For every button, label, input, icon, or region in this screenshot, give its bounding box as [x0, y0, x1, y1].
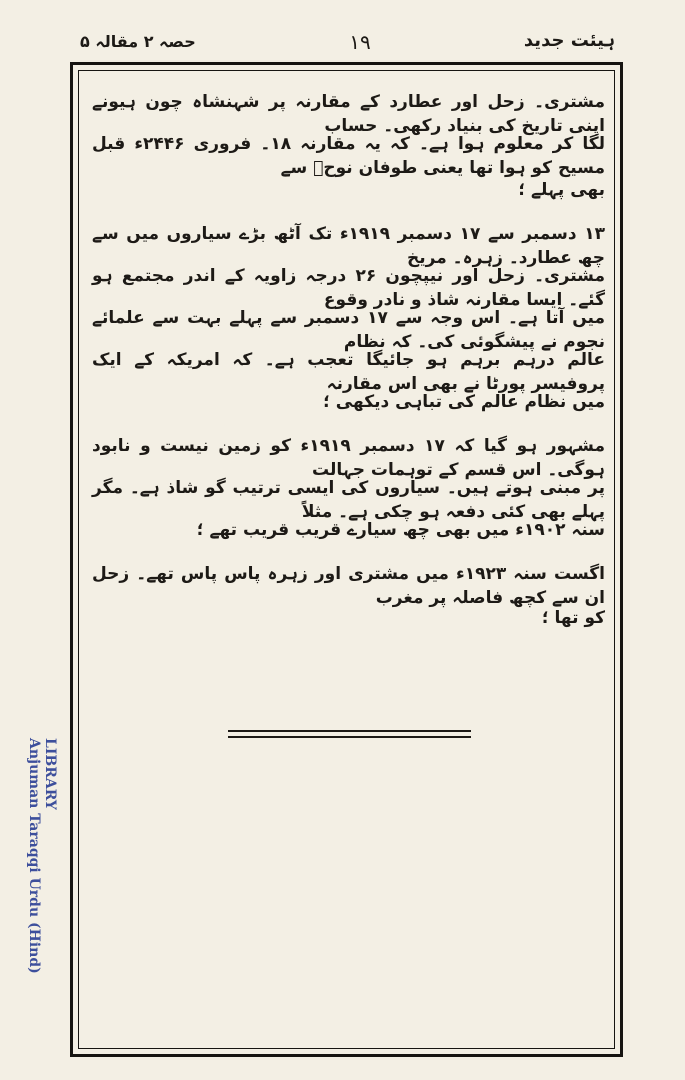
- text-line-4: ۱۳ دسمبر سے ۱۷ دسمبر ۱۹۱۹ء تک آٹھ بڑے سیاروں میں سے چھ عطارد۔ زہرہ۔ مریخ: [92, 224, 605, 268]
- text-line-2: لگا کر معلوم ہوا ہے۔ کہ یہ مقارنہ ۱۸۔ فروری ۲۴۴۶ء قبل مسیح کو ہوا تھا یعنی طوفان نوحؑ سے: [92, 134, 605, 178]
- stamp-library-text: LIBRARY: [42, 738, 58, 810]
- text-line-6: میں آتا ہے۔ اس وجہ سے ۱۷ دسمبر سے پہلے بہت سے علمائے نجوم نے پیشگوئی کی۔ کہ نظام: [92, 308, 605, 352]
- text-line-10: پر مبنی ہوتے ہیں۔ سیاروں کی ایسی ترتیب گو شاذ ہے۔ مگر پہلے بھی کئی دفعہ ہو چکی ہے۔ مثلاً: [92, 478, 605, 522]
- end-divider-bottom: [228, 736, 471, 738]
- page-number: ۱۹: [349, 30, 371, 54]
- section-label: حصہ ۲ مقالہ ۵: [80, 32, 196, 51]
- library-stamp: [10, 738, 70, 1018]
- text-line-11: سنہ ۱۹۰۲ء میں بھی چھ سیارے قریب قریب تھے ؛: [196, 520, 605, 540]
- text-line-12: اگست سنہ ۱۹۲۳ء میں مشتری اور زہرہ پاس پاس تھے۔ زحل ان سے کچھ فاصلہ پر مغرب: [92, 564, 605, 608]
- text-line-8: میں نظام عالم کی تباہی دیکھی ؛: [323, 392, 605, 412]
- stamp-institution-text: Anjuman Taraqqi Urdu (Hind): [26, 738, 42, 974]
- text-line-13: کو تھا ؛: [541, 608, 605, 628]
- page-header: [80, 30, 615, 60]
- end-divider-top: [228, 730, 471, 732]
- text-line-7: عالم درہم برہم ہو جائیگا تعجب ہے۔ کہ امریکہ کے ایک پروفیسر پورٹا نے بھی اس مقارنہ: [92, 350, 605, 394]
- text-line-1: مشتری۔ زحل اور عطارد کے مقارنہ پر شہنشاہ چون ہیونے اپنی تاریخ کی بنیاد رکھی۔ حساب: [92, 92, 605, 136]
- text-line-9: مشہور ہو گیا کہ ۱۷ دسمبر ۱۹۱۹ء کو زمین نیست و نابود ہوگی۔ اس قسم کے توہمات جہالت: [92, 436, 605, 480]
- text-line-3: بھی پہلے ؛: [518, 180, 605, 200]
- book-title: ہیئت جدید: [523, 30, 615, 51]
- text-line-5: مشتری۔ زحل اور نیپچون ۲۶ درجہ زاویہ کے اندر مجتمع ہو گئے۔ ایسا مقارنہ شاذ و نادر وقوع: [92, 266, 605, 310]
